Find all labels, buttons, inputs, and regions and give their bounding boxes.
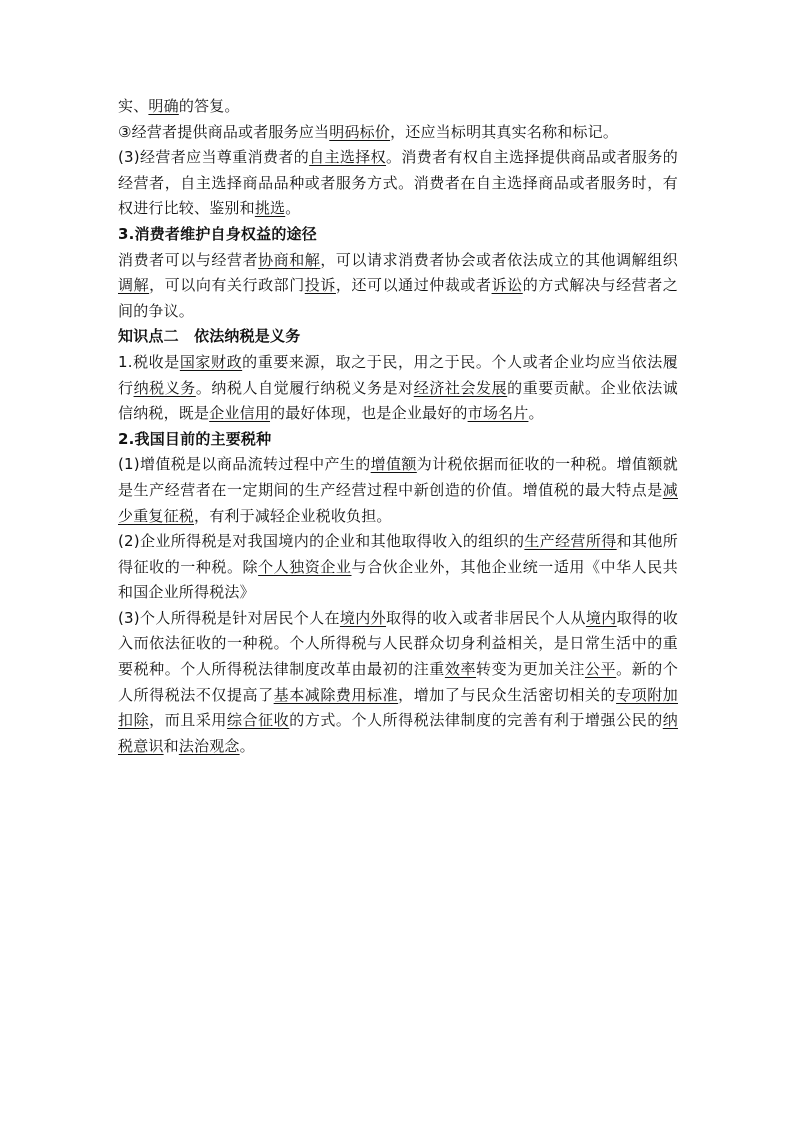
body-paragraph [118, 606, 678, 760]
underlined-keyword: 生产经营所得 [524, 532, 617, 551]
underlined-keyword: 企业信用 [209, 404, 271, 423]
section-heading [118, 222, 678, 248]
underlined-keyword: 增值额 [370, 455, 417, 474]
text-segment: 的重要来源，取之于民，用之于民。个人或者企业均应当依法履行 [118, 352, 678, 397]
text-segment: (1)增值税是以商品流转过程中产生的 [118, 455, 371, 474]
underlined-keyword: 减少重复征税 [118, 480, 678, 525]
underlined-keyword: 综合征收 [226, 711, 290, 730]
text-segment: 。 [528, 404, 544, 423]
text-segment: 。 [239, 736, 255, 755]
body-paragraph [118, 350, 678, 427]
text-segment: 。 [285, 199, 301, 218]
underlined-keyword: 协商和解 [258, 250, 321, 269]
text-segment: 知识点二 依法纳税是义务 [118, 327, 301, 346]
text-segment: 实、 [118, 97, 149, 115]
text-segment: (3)经营者应当尊重消费者的 [118, 148, 310, 167]
text-segment: 与合伙企业外，其他企业统一适用《中华人民共和国企业所得税法》 [118, 557, 679, 602]
text-segment: ，还可以通过仲裁或者 [335, 276, 492, 295]
underlined-keyword: 诉讼 [491, 276, 523, 295]
text-segment: 。新的个人所得税法不仅提高了 [118, 660, 679, 704]
text-segment: 和 [163, 736, 179, 755]
text-segment: ，而且采用 [149, 711, 227, 730]
text-segment: ③经营者提供商品或者服务应当 [118, 122, 330, 141]
text-segment: 的重要贡献。企业依法诚信纳税，既是 [118, 378, 679, 423]
section-heading [118, 427, 678, 453]
text-segment: 3.消费者维护自身权益的途径 [118, 224, 317, 243]
underlined-keyword: 调解 [118, 276, 150, 295]
underlined-keyword: 挑选 [254, 199, 286, 218]
text-segment: ，可以向有关行政部门 [149, 276, 305, 295]
body-paragraph [118, 145, 678, 222]
body-paragraph [118, 452, 678, 529]
text-segment: 取得的收入而依法征收的一种税。个人所得税与人民群众切身利益相关，是日常生活中的重要税种。个人所得税法律制度改革由最初的注重 [118, 608, 678, 679]
body-paragraph [118, 120, 678, 146]
text-segment: 的最好体现，也是企业最好的 [270, 404, 468, 423]
underlined-keyword: 效率 [444, 660, 477, 679]
underlined-keyword: 公平 [584, 660, 617, 679]
underlined-keyword: 国家财政 [179, 352, 243, 371]
section-heading [118, 324, 678, 350]
document-page [118, 94, 678, 759]
underlined-keyword: 市场名片 [467, 404, 529, 423]
underlined-keyword: 投诉 [304, 276, 336, 295]
text-segment: 转变为更加关注 [476, 660, 585, 679]
underlined-keyword: 明确 [148, 97, 179, 115]
text-segment: 。纳税人自觉履行纳税义务是对 [195, 378, 414, 397]
underlined-keyword: 境内外 [339, 608, 387, 627]
text-segment: ，增加了与民众生活密切相关的 [398, 685, 617, 704]
underlined-keyword: 专项附加扣除 [118, 685, 678, 730]
text-segment: 1.税收是 [118, 352, 180, 371]
body-paragraph [118, 529, 678, 606]
text-segment: 的方式解决与经营者之间的争议。 [118, 276, 678, 320]
body-paragraph [118, 248, 678, 325]
underlined-keyword: 纳税意识 [118, 711, 678, 755]
text-segment: 2.我国目前的主要税种 [118, 429, 272, 448]
body-paragraph [118, 94, 678, 120]
text-segment: 为计税依据而征收的一种税。增值额就是生产经营者在一定期间的生产经营过程中新创造的价值。增值税的最大特点是 [118, 455, 678, 499]
underlined-keyword: 经济社会发展 [413, 378, 508, 397]
text-segment: 的方式。个人所得税法律制度的完善有利于增强公民的 [289, 711, 663, 730]
text-segment: ，有利于减轻企业税收负担。 [194, 506, 392, 525]
text-segment: (3)个人所得税是针对居民个人在 [118, 608, 340, 627]
underlined-keyword: 明码标价 [329, 122, 391, 141]
underlined-keyword: 法治观念 [178, 736, 240, 755]
underlined-keyword: 基本减除费用标准 [273, 685, 399, 704]
underlined-keyword: 自主选择权 [309, 148, 387, 167]
text-segment: 取得的收入或者非居民个人从 [386, 608, 586, 627]
text-segment: ，还应当标明其真实名称和标记。 [390, 122, 619, 141]
text-segment: (2)企业所得税是对我国境内的企业和其他取得收入的组织的 [118, 532, 525, 551]
text-segment: 。消费者有权自主选择提供商品或者服务的经营者，自主选择商品品种或者服务方式。消费者在自主选择商品或者服务时，有权进行比较、鉴别和 [118, 148, 678, 218]
text-segment: 的答复。 [178, 97, 240, 115]
underlined-keyword: 境内 [585, 608, 617, 627]
underlined-keyword: 个人独资企业 [258, 557, 352, 576]
text-segment: 和其他所得征收的一种税。除 [118, 532, 678, 576]
text-segment: 消费者可以与经营者 [118, 250, 259, 269]
text-segment: ，可以请求消费者协会或者依法成立的其他调解组织 [320, 250, 678, 269]
underlined-keyword: 纳税义务 [133, 378, 196, 397]
